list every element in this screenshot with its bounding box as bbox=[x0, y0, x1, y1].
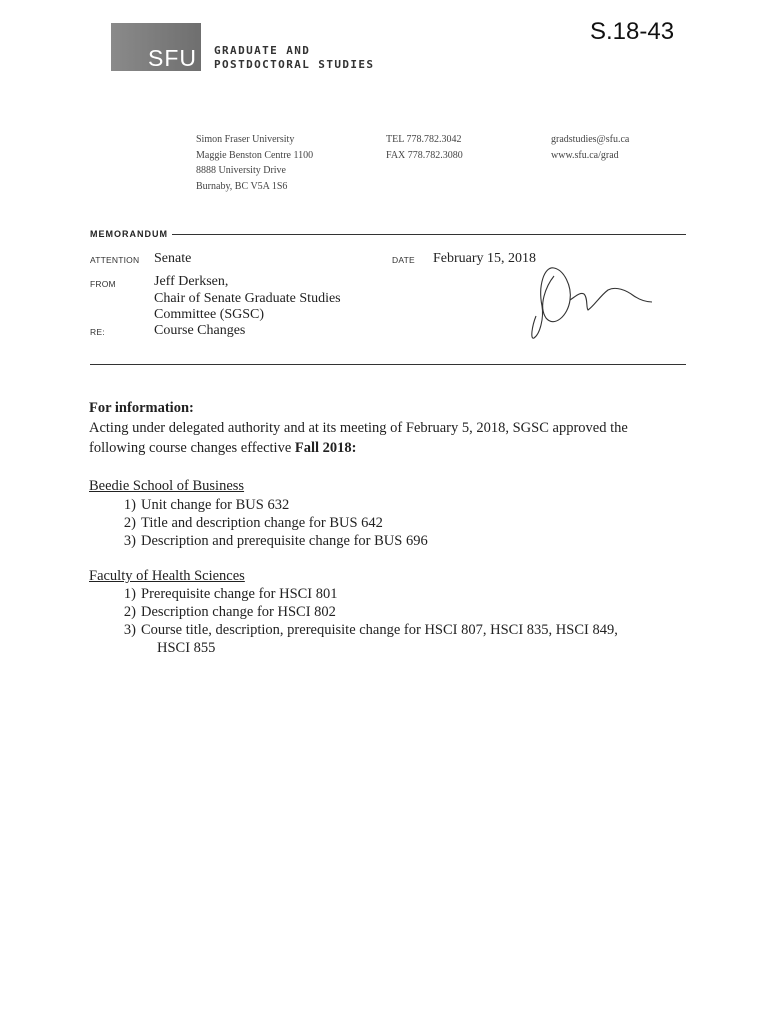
from-label: FROM bbox=[90, 279, 116, 289]
list-item bbox=[114, 621, 618, 639]
list-item-text: Title and description change for BUS 642 bbox=[141, 515, 383, 531]
effective-term: Fall 2018: bbox=[294, 440, 357, 456]
list-item-number: 2) bbox=[123, 515, 136, 531]
paragraph-line-2 bbox=[89, 438, 628, 458]
list-item-number: 1) bbox=[123, 497, 136, 513]
list-item bbox=[114, 603, 336, 621]
department-line-2: POSTDOCTORAL STUDIES bbox=[214, 58, 375, 71]
list-item-number: 3) bbox=[123, 622, 136, 638]
fax: FAX 778.782.3080 bbox=[386, 149, 463, 161]
document-number: S.18-43 bbox=[590, 18, 675, 45]
list-item-text: Prerequisite change for HSCI 801 bbox=[141, 586, 338, 602]
body-heading: For information: bbox=[89, 400, 194, 416]
website-link[interactable]: www.sfu.ca/grad bbox=[551, 149, 619, 161]
section-title-beedie: Beedie School of Business bbox=[89, 478, 245, 494]
telephone: TEL 778.782.3042 bbox=[386, 134, 462, 145]
memorandum-title: MEMORANDUM bbox=[90, 229, 168, 239]
list-item-text: Unit change for BUS 632 bbox=[141, 497, 290, 513]
memo-bottom-rule bbox=[90, 364, 686, 365]
paragraph-line-2-text: following course changes effective bbox=[89, 440, 295, 456]
list-item bbox=[114, 514, 383, 532]
list-item-number: 1) bbox=[123, 586, 136, 602]
re-value: Course Changes bbox=[154, 323, 246, 338]
department-line-1: GRADUATE AND bbox=[214, 44, 311, 57]
from-line: Chair of Senate Graduate Studies bbox=[154, 290, 341, 306]
from-value bbox=[154, 274, 341, 324]
list-item-number: 2) bbox=[123, 604, 136, 620]
address-line: 8888 University Drive bbox=[196, 165, 286, 176]
section-title-health-sciences: Faculty of Health Sciences bbox=[89, 568, 245, 584]
address-line: Burnaby, BC V5A 1S6 bbox=[196, 180, 288, 192]
phone-block bbox=[386, 132, 463, 163]
re-label: RE: bbox=[90, 327, 105, 337]
attention-value: Senate bbox=[154, 251, 192, 266]
from-line: Jeff Derksen, bbox=[154, 274, 229, 289]
date-value: February 15, 2018 bbox=[433, 251, 537, 266]
list-item bbox=[114, 496, 289, 514]
list-item bbox=[114, 532, 428, 550]
list-item-text: Course title, description, prerequisite change for HSCI 807, HSCI 835, HSCI 849, bbox=[141, 622, 618, 638]
contact-block bbox=[551, 132, 629, 163]
list-item bbox=[114, 585, 338, 603]
list-item-text: Description and prerequisite change for BUS 696 bbox=[141, 533, 428, 549]
list-item-continuation: HSCI 855 bbox=[157, 640, 216, 656]
email-link[interactable]: gradstudies@sfu.ca bbox=[551, 134, 630, 145]
attention-label: ATTENTION bbox=[90, 255, 140, 265]
memorandum-rule bbox=[172, 234, 686, 235]
date-label: DATE bbox=[392, 255, 415, 265]
address-block bbox=[196, 132, 313, 194]
address-line: Maggie Benston Centre 1100 bbox=[196, 149, 314, 161]
signature-image bbox=[524, 256, 664, 346]
from-line: Committee (SGSC) bbox=[154, 307, 265, 322]
body-paragraph bbox=[89, 418, 628, 458]
address-line: Simon Fraser University bbox=[196, 134, 295, 145]
list-item-number: 3) bbox=[123, 533, 136, 549]
department-name bbox=[214, 44, 374, 72]
paragraph-line-1: Acting under delegated authority and at its meeting of February 5, 2018, SGSC approved the bbox=[89, 420, 628, 436]
sfu-logo-text: SFU bbox=[148, 45, 197, 71]
list-item-text: Description change for HSCI 802 bbox=[141, 604, 336, 620]
